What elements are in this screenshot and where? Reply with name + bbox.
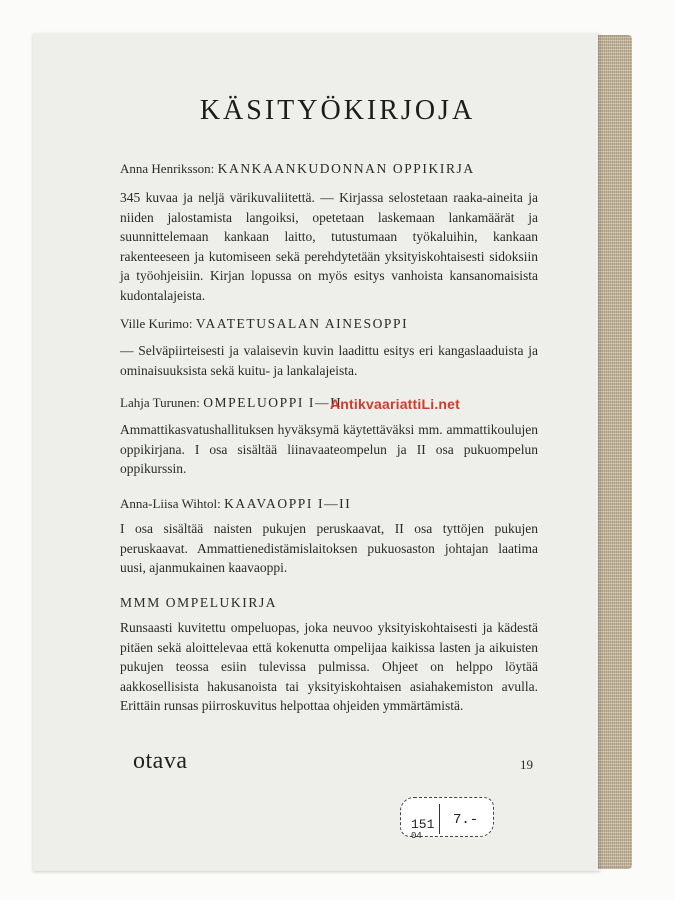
- entry-book-title: KANKAANKUDONNAN OPPIKIRJA: [217, 161, 475, 176]
- entry-description-5: Runsaasti kuvitettu ompeluopas, joka neuvoo yksityiskohtaisesti ja kädestä pitäen sekä aloittelevaa että kokenutta ompelijaa kaikissa lasten ja aikuisten pukujen teossa esiin tulevissa pulmissa. Ohjeet on helppo löytää aakkosellisista hakusanoista tai yksityiskohtaisen asiahakemiston avulla. Erittäin runsas piirroskuvitus helpottaa ohjeiden ymmärtämistä.: [120, 620, 538, 713]
- entry-book-title: OMPELUOPPI I—II: [203, 395, 343, 410]
- price-sticker-code: 151: [411, 817, 435, 832]
- entry-author: Lahja Turunen:: [120, 395, 200, 410]
- entry-title-5: [120, 595, 277, 611]
- entry-book-title: MMM OMPELUKIRJA: [120, 595, 278, 610]
- entry-title-3: [120, 395, 342, 411]
- entry-author: Ville Kurimo:: [120, 316, 193, 331]
- entry-description-2: — Selväpiirteisesti ja valaisevin kuvin laadittu esitys eri kangaslaaduista ja ominaisuuksista sekä kuitu- ja lankalajeista.: [120, 343, 538, 378]
- watermark: AntikvaariattiLi.net: [330, 396, 461, 412]
- entry-author: Anna Henriksson:: [120, 161, 215, 176]
- page-code: 19: [520, 757, 533, 772]
- publisher-name: otava: [133, 748, 188, 774]
- book-spine: [598, 35, 632, 869]
- price-sticker-price: 7.-: [453, 812, 479, 828]
- entry-author: Anna-Liisa Wihtol:: [120, 496, 221, 511]
- entry-description-1: 345 kuvaa ja neljä värikuvaliitettä. — Kirjassa selostetaan raaka-aineita ja niiden jalostamista langoiksi, opetetaan laskemaan lankamäärät ja suunnittelemaan kankaan laitto, tutustumaan työkaluihin, kankaan rakenteeseen ja kutomiseen sekä perehdytetään yksityiskohtaisesti sidoksiin ja työohjeisiin. Kirjan lopussa on myös esitys vanhoista kansanomaisista kudontalajeista.: [120, 190, 538, 303]
- cover-heading: KÄSITYÖKIRJOJA: [199, 95, 476, 126]
- entry-description-4: I osa sisältää naisten pukujen peruskaavat, II osa tyttöjen pukujen peruskaavat. Ammattienedistämislaitoksen pukuosaston johtajan laatima uusi, ajanmukainen kaavaoppi.: [120, 521, 538, 575]
- entry-book-title: VAATETUSALAN AINESOPPI: [195, 316, 409, 331]
- price-sticker: [400, 797, 494, 841]
- entry-title-4: [120, 496, 351, 512]
- entry-title-2: [120, 316, 408, 332]
- entry-description-3: Ammattikasvatushallituksen hyväksymä käytettäväksi mm. ammattikoulujen oppikirjana. I osa sisältää liinavaateompelun ja II osa pukuompelun oppikurssin.: [120, 422, 538, 476]
- price-sticker-divider: [439, 804, 440, 834]
- entry-title-1: [120, 161, 475, 177]
- entry-book-title: KAAVAOPPI I—II: [224, 496, 352, 511]
- price-sticker-code-2: 04: [411, 831, 422, 841]
